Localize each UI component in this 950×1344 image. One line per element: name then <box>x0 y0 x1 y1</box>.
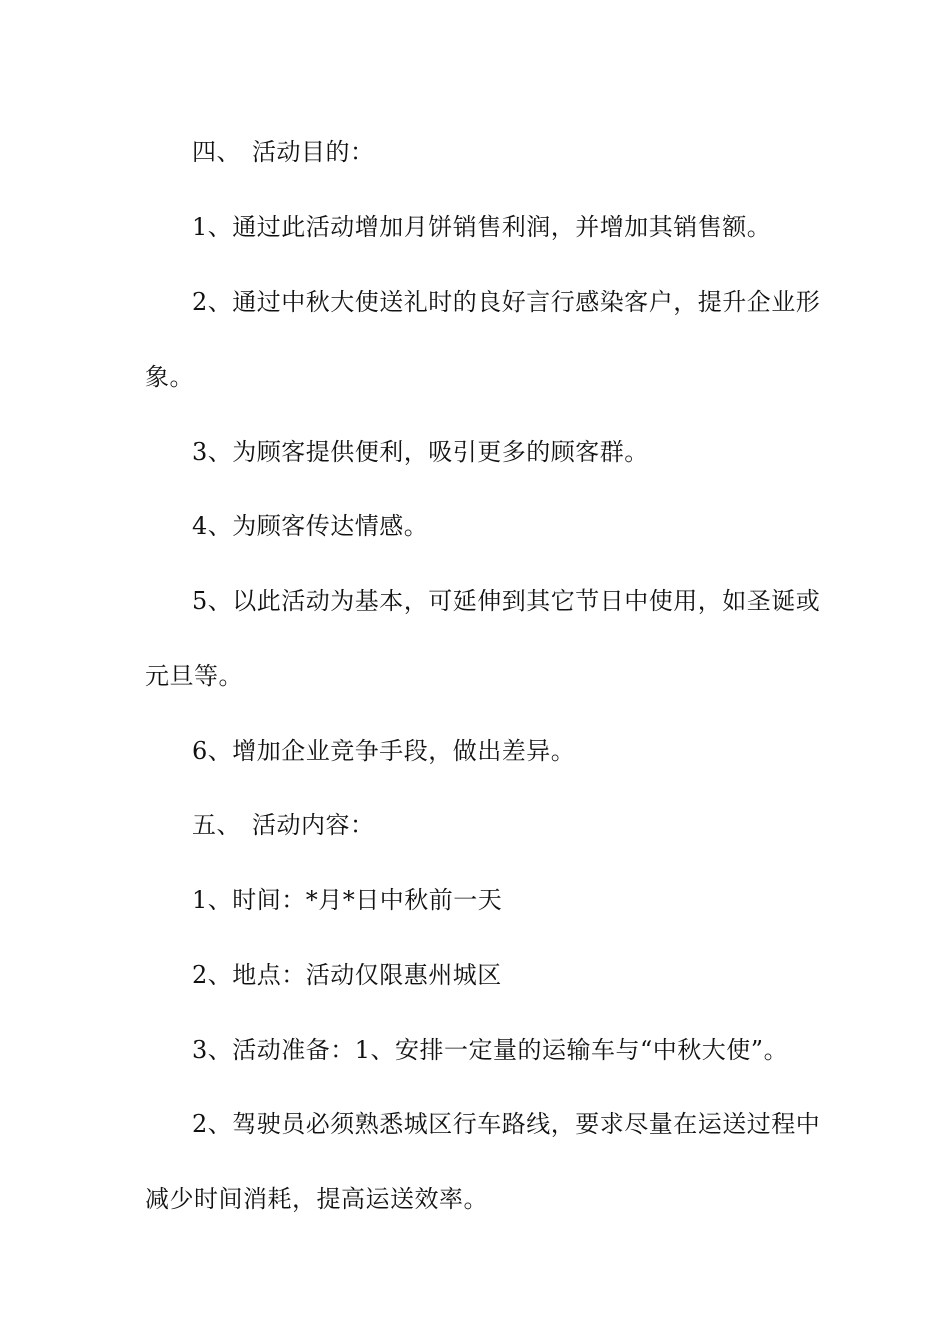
paragraph-line: 1、通过此活动增加月饼销售利润，并增加其销售额。 <box>192 213 772 241</box>
paragraph-line: 2、驾驶员必须熟悉城区行车路线，要求尽量在运送过程中 <box>192 1110 821 1138</box>
paragraph-line: 减少时间消耗，提高运送效率。 <box>145 1185 488 1213</box>
paragraph-line: 象。 <box>145 363 194 391</box>
paragraph-line: 2、地点：活动仅限惠州城区 <box>192 961 502 989</box>
paragraph-line: 6、增加企业竞争手段，做出差异。 <box>192 737 576 765</box>
section-number: 四、 <box>192 138 241 166</box>
section-title: 活动内容： <box>252 811 375 839</box>
section-title: 活动目的： <box>252 138 375 166</box>
paragraph-line: 3、为顾客提供便利，吸引更多的顾客群。 <box>192 438 649 466</box>
paragraph-line: 1、时间：*月*日中秋前一天 <box>192 886 503 914</box>
paragraph-line: 3、活动准备：1、安排一定量的运输车与“中秋大使”。 <box>192 1036 789 1064</box>
paragraph-line: 元旦等。 <box>145 662 243 690</box>
section-heading-5 <box>0 805 950 845</box>
paragraph-line: 2、通过中秋大使送礼时的良好言行感染客户，提升企业形 <box>192 288 821 316</box>
section-number: 五、 <box>192 811 241 839</box>
section-heading-4 <box>0 132 950 172</box>
paragraph-line: 5、以此活动为基本，可延伸到其它节日中使用，如圣诞或 <box>192 587 821 615</box>
paragraph-line: 4、为顾客传达情感。 <box>192 512 429 540</box>
